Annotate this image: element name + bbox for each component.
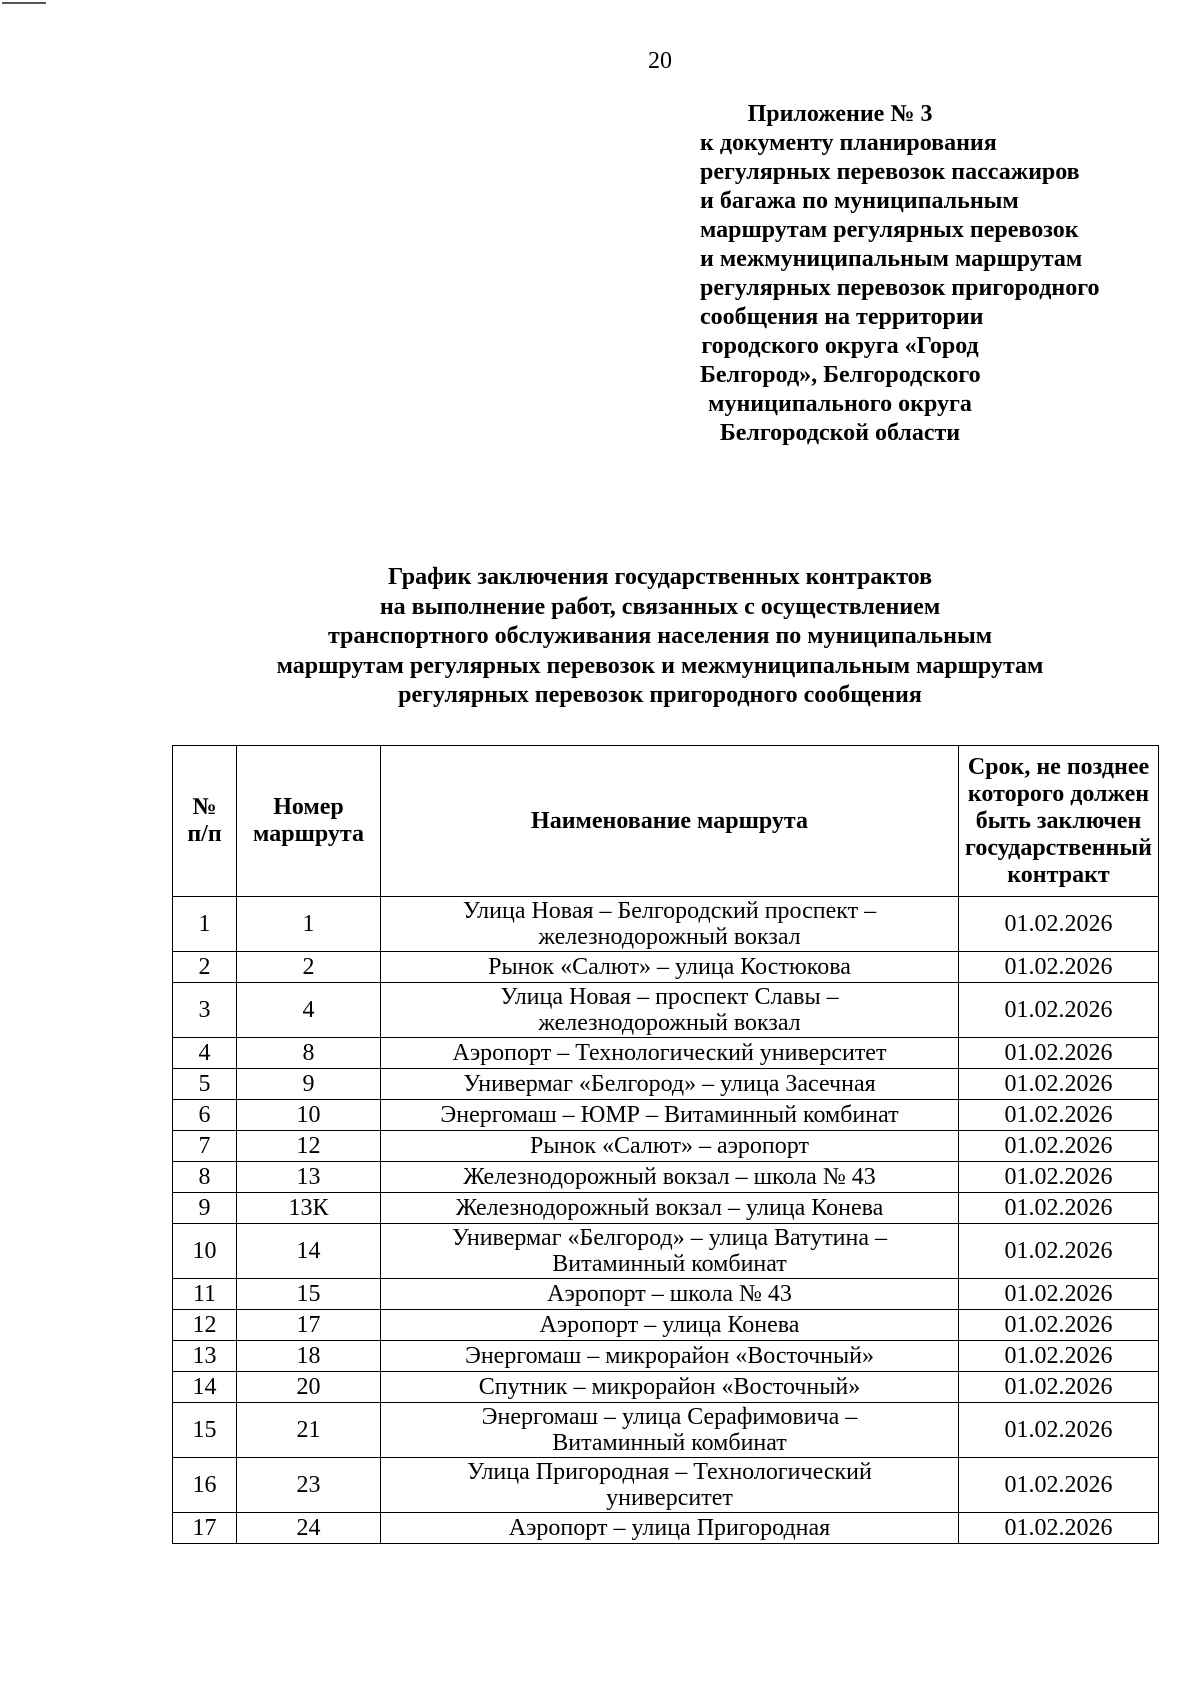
appendix-line: маршрутам регулярных перевозок: [700, 217, 1079, 243]
table-row: [173, 897, 1159, 952]
table-row: [173, 983, 1159, 1038]
cell-deadline: 01.02.2026: [959, 1069, 1159, 1100]
cell-route-number: 10: [237, 1100, 381, 1131]
cell-deadline: 01.02.2026: [959, 1403, 1159, 1458]
cell-route-name: [381, 1513, 959, 1544]
cell-deadline: 01.02.2026: [959, 1279, 1159, 1310]
cell-deadline: 01.02.2026: [959, 1162, 1159, 1193]
table-row: [173, 1038, 1159, 1069]
header-line: №: [192, 794, 217, 820]
cell-route-number: 13К: [237, 1193, 381, 1224]
cell-number: 8: [173, 1162, 237, 1193]
cell-route-name: [381, 897, 959, 952]
table-row: [173, 1310, 1159, 1341]
title-line: транспортного обслуживания населения по муниципальным: [327, 623, 993, 649]
cell-route-number: 15: [237, 1279, 381, 1310]
cell-route-name: [381, 952, 959, 983]
cell-number: 12: [173, 1310, 237, 1341]
header-route-name: [381, 746, 959, 897]
cell-number: 11: [173, 1279, 237, 1310]
cell-route-number: 13: [237, 1162, 381, 1193]
cell-deadline: 01.02.2026: [959, 1310, 1159, 1341]
table-row: [173, 1100, 1159, 1131]
cell-route-name: [381, 1341, 959, 1372]
table-row: [173, 1513, 1159, 1544]
cell-deadline: 01.02.2026: [959, 1100, 1159, 1131]
route-name-line: Аэропорт – улица Пригородная: [508, 1515, 831, 1541]
cell-route-name: [381, 1403, 959, 1458]
table-row: [173, 1224, 1159, 1279]
table-body: [173, 897, 1159, 1544]
cell-route-name: [381, 1310, 959, 1341]
cell-deadline: 01.02.2026: [959, 1224, 1159, 1279]
cell-number: 3: [173, 983, 237, 1038]
cell-route-number: 17: [237, 1310, 381, 1341]
cell-route-number: 20: [237, 1372, 381, 1403]
title-line: маршрутам регулярных перевозок и межмуниципальным маршрутам: [276, 652, 1044, 679]
cell-route-name: [381, 1131, 959, 1162]
cell-route-number: 9: [237, 1069, 381, 1100]
cell-number: 10: [173, 1224, 237, 1279]
header-line: маршрута: [253, 821, 364, 847]
header-line: которого должен: [967, 780, 1150, 807]
table-row: [173, 1162, 1159, 1193]
appendix-line: Белгородской области: [719, 420, 961, 446]
appendix-line: сообщения на территории: [700, 304, 984, 330]
route-name-line: железнодорожный вокзал: [538, 924, 801, 950]
header-route-number: [237, 746, 381, 897]
route-name-line: Энергомаш – улица Серафимовича –: [481, 1404, 858, 1430]
cell-route-number: 24: [237, 1513, 381, 1544]
route-name-line: Аэропорт – Технологический университет: [452, 1040, 887, 1066]
route-name-line: Улица Пригородная – Технологический: [467, 1459, 872, 1485]
cell-route-number: 8: [237, 1038, 381, 1069]
table-row: [173, 1131, 1159, 1162]
header-deadline: [959, 746, 1159, 897]
cell-deadline: 01.02.2026: [959, 1193, 1159, 1224]
route-name-line: Витаминный комбинат: [552, 1430, 787, 1456]
cell-route-number: 12: [237, 1131, 381, 1162]
cell-deadline: 01.02.2026: [959, 1131, 1159, 1162]
route-name-line: Аэропорт – школа № 43: [547, 1281, 792, 1307]
cell-route-name: [381, 983, 959, 1038]
route-name-line: Улица Новая – проспект Славы –: [500, 984, 839, 1010]
cell-route-name: [381, 1162, 959, 1193]
cell-number: 2: [173, 952, 237, 983]
title-line: на выполнение работ, связанных с осуществлением: [379, 593, 941, 620]
table-row: [173, 1069, 1159, 1100]
cell-route-number: 23: [237, 1458, 381, 1513]
cell-route-name: [381, 1069, 959, 1100]
table-row: [173, 1458, 1159, 1513]
title-line: График заключения государственных контрактов: [387, 564, 933, 590]
appendix-line: Белгород», Белгородского: [700, 362, 981, 388]
cell-route-name: [381, 1038, 959, 1069]
cell-number: 4: [173, 1038, 237, 1069]
header-line: Номер: [273, 794, 344, 820]
cell-deadline: 01.02.2026: [959, 1372, 1159, 1403]
header-line: Наименование маршрута: [531, 807, 808, 834]
page-number: 20: [648, 48, 672, 74]
cell-route-number: 1: [237, 897, 381, 952]
appendix-line: регулярных перевозок пригородного: [700, 275, 1100, 301]
cell-route-name: [381, 1224, 959, 1279]
cell-route-name: [381, 1279, 959, 1310]
cell-route-name: [381, 1100, 959, 1131]
cell-route-number: 4: [237, 983, 381, 1038]
cell-deadline: 01.02.2026: [959, 1341, 1159, 1372]
header-line: контракт: [1007, 861, 1110, 888]
cell-number: 6: [173, 1100, 237, 1131]
appendix-line: городского округа «Город: [701, 333, 979, 359]
appendix-line: Приложение № 3: [747, 101, 933, 127]
cell-number: 15: [173, 1403, 237, 1458]
cell-number: 7: [173, 1131, 237, 1162]
route-name-line: железнодорожный вокзал: [538, 1010, 801, 1036]
cell-deadline: 01.02.2026: [959, 983, 1159, 1038]
route-name-line: Улица Новая – Белгородский проспект –: [462, 898, 877, 924]
appendix-line: муниципального округа: [708, 391, 972, 417]
route-name-line: Универмаг «Белгород» – улица Засечная: [463, 1071, 876, 1097]
cell-route-name: [381, 1458, 959, 1513]
cell-route-name: [381, 1372, 959, 1403]
cell-deadline: 01.02.2026: [959, 952, 1159, 983]
appendix-line: и межмуниципальным маршрутам: [700, 246, 1083, 272]
cell-route-name: [381, 1193, 959, 1224]
cell-route-number: 2: [237, 952, 381, 983]
route-name-line: Железнодорожный вокзал – школа № 43: [463, 1164, 876, 1190]
route-name-line: Рынок «Салют» – улица Костюкова: [488, 954, 851, 980]
route-name-line: Витаминный комбинат: [552, 1251, 787, 1277]
header-line: государственный: [965, 834, 1152, 861]
appendix-line: к документу планирования: [700, 130, 997, 156]
cell-route-number: 14: [237, 1224, 381, 1279]
cell-route-number: 21: [237, 1403, 381, 1458]
table-row: [173, 1341, 1159, 1372]
cell-number: 1: [173, 897, 237, 952]
header-line: Срок, не позднее: [967, 753, 1150, 780]
header-line: быть заключен: [975, 807, 1142, 834]
route-name-line: Спутник – микрорайон «Восточный»: [478, 1374, 861, 1400]
table-row: [173, 1372, 1159, 1403]
table-row: [173, 952, 1159, 983]
route-name-line: Рынок «Салют» – аэропорт: [530, 1133, 809, 1159]
cell-number: 16: [173, 1458, 237, 1513]
cell-number: 5: [173, 1069, 237, 1100]
route-name-line: Аэропорт – улица Конева: [539, 1312, 800, 1338]
route-name-line: Энергомаш – ЮМР – Витаминный комбинат: [440, 1102, 899, 1128]
table-header-row: [173, 746, 1159, 897]
route-name-line: Энергомаш – микрорайон «Восточный»: [464, 1343, 874, 1369]
cell-deadline: 01.02.2026: [959, 1513, 1159, 1544]
title-line: регулярных перевозок пригородного сообщения: [398, 682, 922, 708]
appendix-heading: [700, 100, 1100, 448]
document-title: [180, 563, 1140, 711]
cell-deadline: 01.02.2026: [959, 897, 1159, 952]
routes-table: [172, 745, 1159, 1544]
route-name-line: Железнодорожный вокзал – улица Конева: [455, 1195, 884, 1221]
table-row: [173, 1403, 1159, 1458]
table-row: [173, 1193, 1159, 1224]
cell-number: 13: [173, 1341, 237, 1372]
route-name-line: Универмаг «Белгород» – улица Ватутина –: [451, 1225, 888, 1251]
cell-deadline: 01.02.2026: [959, 1458, 1159, 1513]
cell-number: 17: [173, 1513, 237, 1544]
appendix-line: и багажа по муниципальным: [700, 188, 1019, 214]
cell-deadline: 01.02.2026: [959, 1038, 1159, 1069]
route-name-line: университет: [606, 1485, 733, 1511]
scan-corner-mark: [2, 2, 46, 4]
header-number: [173, 746, 237, 897]
cell-route-number: 18: [237, 1341, 381, 1372]
table-row: [173, 1279, 1159, 1310]
appendix-line: регулярных перевозок пассажиров: [700, 159, 1080, 185]
cell-number: 9: [173, 1193, 237, 1224]
header-line: п/п: [187, 821, 222, 847]
cell-number: 14: [173, 1372, 237, 1403]
